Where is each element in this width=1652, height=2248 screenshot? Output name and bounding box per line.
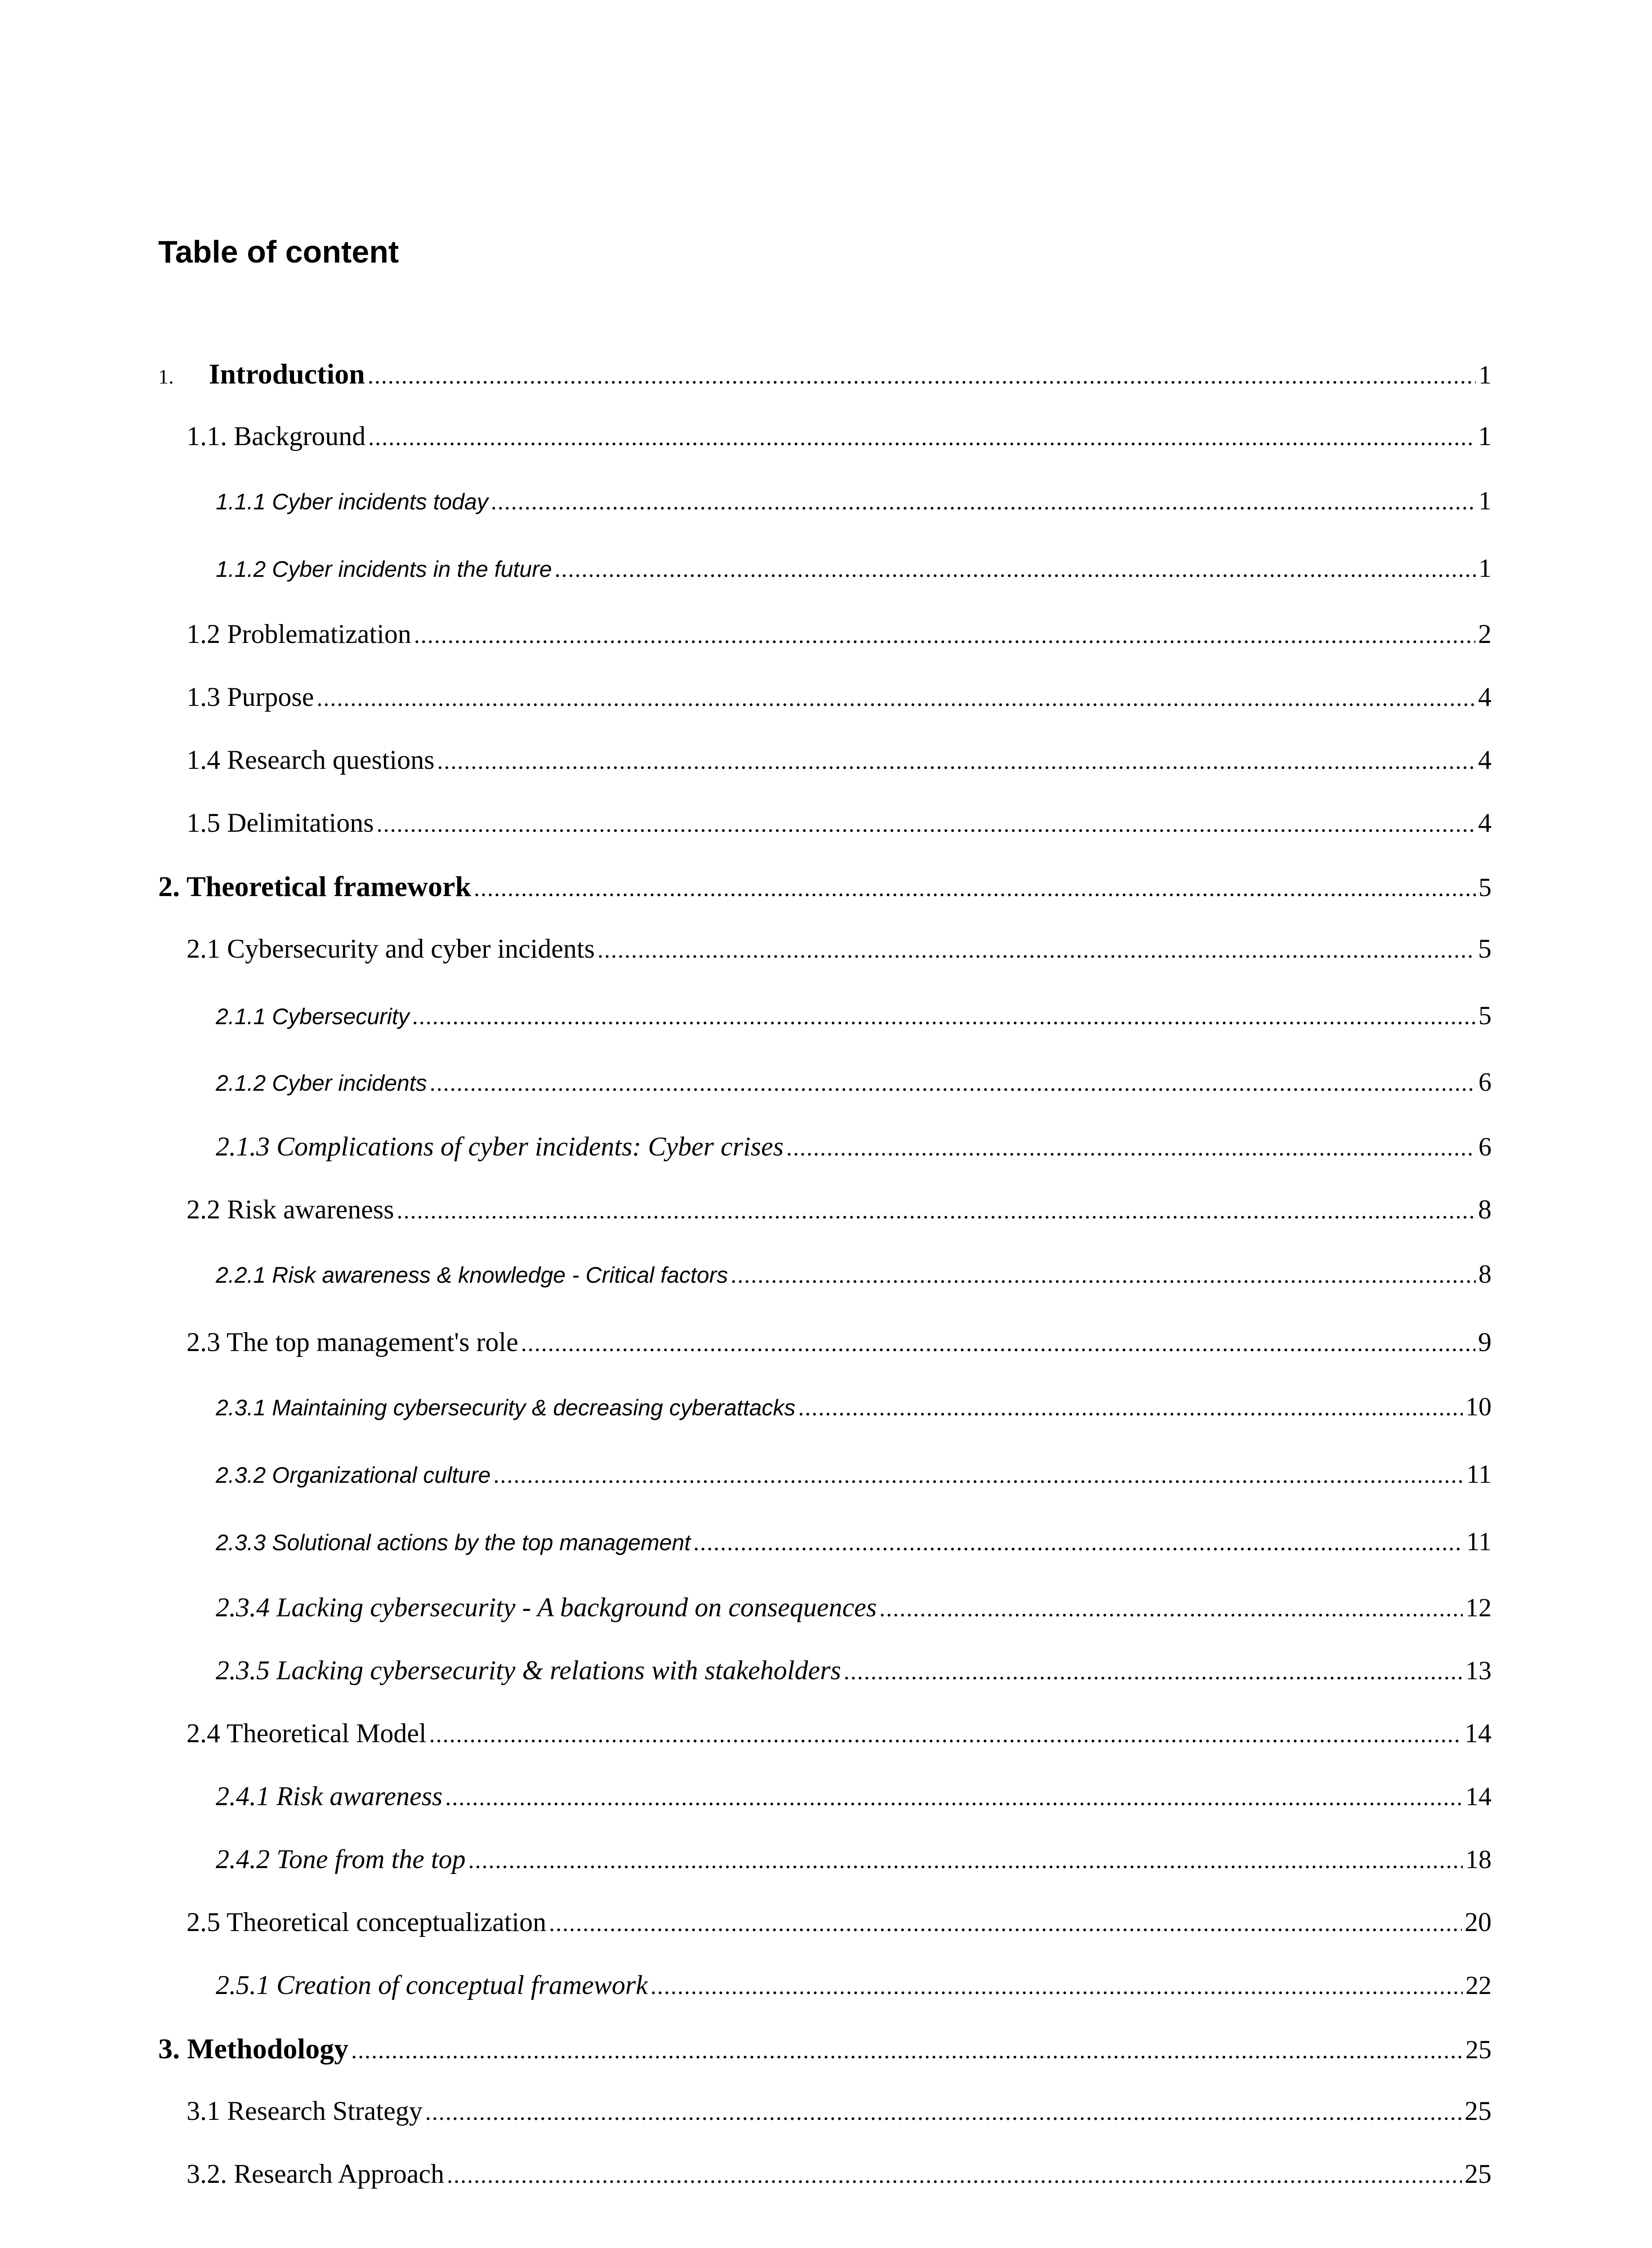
toc-entry-page-number: 18	[1465, 1845, 1492, 1874]
toc-entry[interactable]	[187, 683, 1492, 710]
toc-entry-page-number: 25	[1465, 2096, 1492, 2126]
dot-leader	[368, 365, 1476, 388]
toc-entry-label: 3.2. Research Approach	[187, 2159, 445, 2189]
toc-entry-label: 2.3.5 Lacking cybersecurity & relations with stakeholders	[216, 1655, 841, 1685]
toc-entry-page-number: 22	[1465, 1971, 1492, 2000]
toc-entry-label: 1.4 Research questions	[187, 745, 435, 775]
toc-entry-label: 2.1 Cybersecurity and cyber incidents	[187, 934, 595, 963]
toc-entry[interactable]	[187, 746, 1492, 773]
toc-entry-page-number: 4	[1478, 745, 1492, 775]
toc-entry-page-number: 25	[1465, 2035, 1492, 2064]
toc-entry[interactable]	[187, 620, 1492, 647]
toc-entry[interactable]	[187, 2160, 1492, 2187]
dot-leader	[412, 1005, 1476, 1029]
toc-entry-label: 3. Methodology	[158, 2033, 349, 2065]
dot-leader	[468, 1849, 1463, 1873]
toc-entry-page-number: 1	[1478, 553, 1492, 583]
toc-entry-label: 2.5 Theoretical conceptualization	[187, 1907, 547, 1937]
toc-entry-label: 1.2 Problematization	[187, 619, 411, 649]
dot-leader	[316, 687, 1475, 710]
toc-entry-label: 2.1.1 Cybersecurity	[216, 1004, 410, 1029]
toc-entry-page-number: 6	[1478, 1067, 1492, 1097]
toc-entry-page-number: 10	[1465, 1392, 1492, 1421]
dot-leader	[474, 877, 1476, 901]
toc-entry-page-number: 11	[1466, 1459, 1492, 1489]
toc-entry[interactable]	[216, 1971, 1492, 1998]
toc-entry-page-number: 11	[1466, 1527, 1492, 1556]
toc-entry[interactable]	[216, 1461, 1492, 1487]
toc-entry[interactable]	[216, 488, 1492, 514]
toc-entry-page-number: 9	[1478, 1327, 1492, 1357]
dot-leader	[879, 1597, 1463, 1621]
dot-leader	[377, 813, 1475, 836]
dot-leader	[549, 1912, 1462, 1936]
dot-leader	[425, 2101, 1462, 2124]
toc-entry-label: 2.4.1 Risk awareness	[216, 1781, 443, 1811]
toc-entry-page-number: 13	[1465, 1656, 1492, 1685]
toc-entry-page-number: 4	[1478, 682, 1492, 712]
dot-leader	[491, 491, 1476, 514]
toc-entry-page-number: 6	[1478, 1132, 1492, 1161]
toc-entry-page-number: 1	[1478, 421, 1492, 451]
toc-entry-label: 2.3 The top management's role	[187, 1327, 518, 1357]
dot-leader	[437, 750, 1475, 773]
toc-entry-label: 3.1 Research Strategy	[187, 2096, 423, 2126]
toc-entry-page-number: 20	[1465, 1907, 1492, 1937]
toc-entry-page-number: 8	[1478, 1259, 1492, 1289]
toc-entry-label: 1.1. Background	[187, 421, 366, 451]
toc-entry-page-number: 5	[1478, 873, 1492, 902]
dot-leader	[693, 1531, 1464, 1555]
toc-entry-label: 2.3.3 Solutional actions by the top management	[216, 1530, 691, 1555]
dot-leader	[429, 1723, 1462, 1747]
dot-leader	[368, 426, 1475, 450]
toc-entry-label: 2. Theoretical framework	[158, 870, 472, 902]
dot-leader	[521, 1332, 1475, 1356]
dot-leader	[397, 1200, 1475, 1223]
toc-entry[interactable]	[187, 935, 1492, 962]
toc-entry-label: 2.5.1 Creation of conceptual framework	[216, 1970, 648, 2000]
toc-entry[interactable]	[216, 1846, 1492, 1873]
toc-entry-label: 2.3.2 Organizational culture	[216, 1463, 491, 1488]
toc-entry-page-number: 1	[1478, 486, 1492, 515]
toc-entry-page-number: 25	[1465, 2159, 1492, 2189]
toc-entry-label: 1.5 Delimitations	[187, 808, 374, 838]
toc-entry-label: 2.2 Risk awareness	[187, 1195, 394, 1224]
toc-entry-label: Introduction	[209, 358, 365, 390]
toc-entry[interactable]	[216, 1783, 1492, 1810]
dot-leader	[786, 1137, 1476, 1160]
toc-entry-page-number: 12	[1465, 1593, 1492, 1622]
toc-entry[interactable]	[216, 1003, 1492, 1029]
toc-entry[interactable]	[216, 1529, 1492, 1555]
toc-entry-page-number: 14	[1465, 1718, 1492, 1748]
dot-leader	[555, 558, 1476, 581]
dot-leader	[447, 2164, 1462, 2187]
dot-leader	[493, 1464, 1464, 1487]
toc-entry[interactable]	[216, 555, 1492, 581]
dot-leader	[351, 2039, 1463, 2063]
toc-entry[interactable]	[158, 872, 1492, 901]
dot-leader	[798, 1396, 1463, 1420]
toc-entry-page-number: 8	[1478, 1195, 1492, 1224]
toc-entry[interactable]	[187, 809, 1492, 836]
toc-entry[interactable]	[216, 1594, 1492, 1621]
toc-entry[interactable]	[187, 1329, 1492, 1356]
dot-leader	[430, 1072, 1476, 1095]
dot-leader	[445, 1786, 1463, 1810]
toc-entry-page-number: 14	[1465, 1782, 1492, 1811]
toc-entry[interactable]	[187, 423, 1492, 450]
toc-entry-label: 1.1.2 Cyber incidents in the future	[216, 557, 552, 582]
toc-entry-label: 2.4 Theoretical Model	[187, 1718, 427, 1748]
toc-entry[interactable]	[158, 360, 1492, 388]
toc-entry-label: 2.3.1 Maintaining cybersecurity & decreasing cyberattacks	[216, 1395, 796, 1420]
dot-leader	[597, 939, 1475, 962]
toc-entry[interactable]	[216, 1261, 1492, 1287]
dot-leader	[414, 624, 1475, 647]
toc-entry-label: 2.2.1 Risk awareness & knowledge - Critical factors	[216, 1262, 728, 1288]
page-title: Table of content	[158, 234, 399, 269]
toc-entry-page-number: 5	[1478, 1001, 1492, 1030]
toc-entry[interactable]	[187, 1909, 1492, 1936]
toc-entry-page-number: 4	[1478, 808, 1492, 838]
toc-entry[interactable]	[216, 1069, 1492, 1095]
toc-entry-label: 2.1.3 Complications of cyber incidents: Cyber crises	[216, 1132, 784, 1161]
toc-entry[interactable]	[158, 2034, 1492, 2063]
toc-entry-label: 2.1.2 Cyber incidents	[216, 1070, 427, 1096]
toc-entry[interactable]	[216, 1133, 1492, 1160]
toc-entry[interactable]	[216, 1657, 1492, 1684]
toc-entry[interactable]	[216, 1394, 1492, 1420]
toc-entry-number: 1.	[158, 365, 174, 388]
toc-entry[interactable]	[187, 2097, 1492, 2124]
toc-entry-label: 1.1.1 Cyber incidents today	[216, 489, 488, 514]
dot-leader	[650, 1975, 1463, 1998]
toc-entry[interactable]	[187, 1720, 1492, 1747]
dot-leader	[844, 1660, 1463, 1684]
toc-entry-label: 2.4.2 Tone from the top	[216, 1844, 466, 1874]
toc-entry-page-number: 1	[1478, 360, 1492, 389]
dot-leader	[730, 1264, 1476, 1287]
toc-entry-label: 2.3.4 Lacking cybersecurity - A background on consequences	[216, 1592, 877, 1622]
toc-entry-page-number: 2	[1478, 619, 1492, 649]
toc-entry-label: 1.3 Purpose	[187, 682, 314, 712]
toc-entry-page-number: 5	[1478, 934, 1492, 963]
toc-entry[interactable]	[187, 1196, 1492, 1223]
